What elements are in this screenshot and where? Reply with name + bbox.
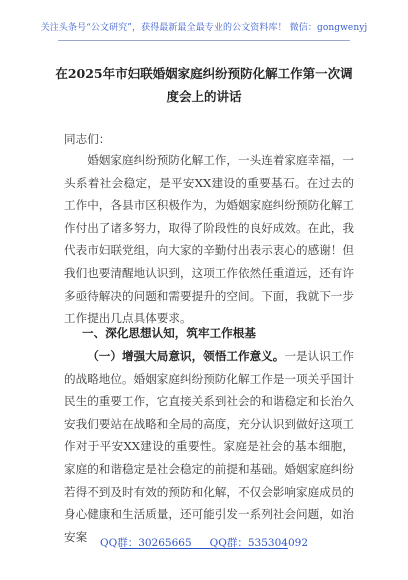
footer-underline xyxy=(120,548,288,549)
subsection-lead: （一）增强大局意识，领悟工作意义。 xyxy=(87,349,285,363)
intro-paragraph: 婚姻家庭纠纷预防化解工作，一头连着家庭幸福，一头系着社会稳定，是平安XX建设的重要基石。在过去的工作中，各县市区积极作为，为婚姻家庭纠纷预防化解工作付出了诸多努力，取得了阶段性的良好成效。在此，我代表市妇联党组，向大家的辛勤付出表示衷心的感谢！但我们也要清醒地认识到，这项工作依然任重道远，还有许多亟待解决的问题和需要提升的空间。下面，我就下一步工作提出几点具体要求。 xyxy=(64,153,354,326)
document-title: 在2025年市妇联婚姻家庭纠纷预防化解工作第一次调度会上的讲话 xyxy=(55,66,353,104)
salutation: 同志们： xyxy=(64,132,111,146)
subsection-body: 一是认识工作的战略地位。婚姻家庭纠纷预防化解工作是一项关乎国计民生的重要工作，它直接关系到社会的和谐稳定和长治久安我们要站在战略和全局的高度，充分认识到做好这项工作对于平安XX建设的重要性。家庭是社会的基本细胞，家庭的和谐稳定是社会稳定的前提和基础。婚姻家庭纠纷若得不到及时有效的预防和化解，不仅会影响家庭成员的身心健康和生活质量，还可能引发一系列社会问题，如治安案 xyxy=(64,349,354,544)
footer-qq-group-1: QQ群：30265665 xyxy=(99,537,192,549)
footer-qq-group-2: QQ群：535304092 xyxy=(209,537,308,549)
section-heading: 一、深化思想认知，筑牢工作根基 xyxy=(82,326,256,340)
header-notice: 关注头条号“公文研究”，获得最新最全最专业的公文资料库！ 微信：gongwenyj xyxy=(40,23,368,33)
header-divider xyxy=(58,40,350,41)
subsection-paragraph xyxy=(64,345,354,548)
